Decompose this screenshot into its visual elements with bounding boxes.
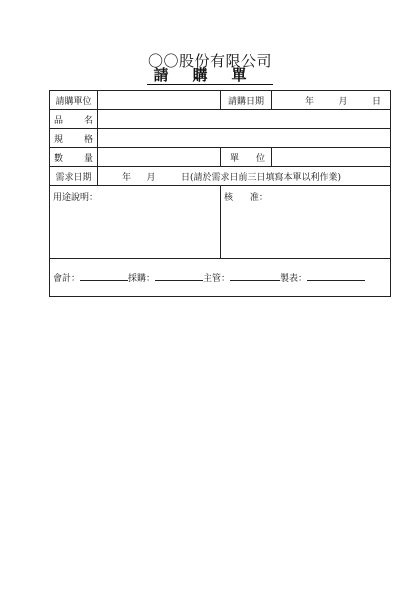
spec-field[interactable] (98, 129, 391, 148)
purpose-label: 用途說明： (53, 193, 99, 203)
signature-line (50, 259, 391, 297)
need-year: 年 (121, 172, 131, 183)
date-year: 年 (305, 96, 315, 107)
quantity-label: 數 量 (50, 148, 98, 167)
need-date-field[interactable] (98, 167, 391, 186)
accounting-label: 會計： (53, 274, 81, 284)
request-date-label: 請購日期 (221, 91, 272, 110)
row-quantity (50, 148, 391, 167)
supervisor-signature-blank[interactable] (230, 272, 280, 281)
purchasing-signature-blank[interactable] (155, 272, 203, 281)
approve-field[interactable] (221, 186, 391, 259)
purchase-request-form (49, 90, 391, 297)
form-title: 請購單 (147, 66, 272, 85)
request-unit-field[interactable] (98, 91, 221, 110)
purpose-field[interactable] (50, 186, 221, 259)
purchasing-label: 採購： (128, 274, 156, 284)
unit-label: 單 位 (221, 148, 272, 167)
need-month: 月 (146, 172, 156, 183)
need-date-note: 日(請於需求日前三日填寫本單以利作業) (181, 172, 342, 183)
company-name: 〇〇股份有限公司 (147, 52, 272, 70)
request-unit-label: 請購單位 (50, 91, 98, 110)
preparer-label: 製表： (280, 274, 308, 284)
spec-label: 規 格 (50, 129, 98, 148)
row-request-unit (50, 91, 391, 110)
row-spec (50, 129, 391, 148)
row-purpose (50, 186, 391, 259)
item-name-label: 品 名 (50, 110, 98, 129)
approve-label: 核 准： (224, 193, 268, 203)
row-item-name (50, 110, 391, 129)
quantity-field[interactable] (98, 148, 221, 167)
row-signatures (50, 259, 391, 297)
date-day: 日 (371, 96, 381, 107)
unit-field[interactable] (272, 148, 391, 167)
row-need-date (50, 167, 391, 186)
request-date-field[interactable] (272, 91, 391, 110)
preparer-signature-blank[interactable] (307, 272, 365, 281)
date-month: 月 (338, 96, 348, 107)
supervisor-label: 主管： (203, 274, 231, 284)
accounting-signature-blank[interactable] (80, 272, 128, 281)
need-date-label: 需求日期 (50, 167, 98, 186)
item-name-field[interactable] (98, 110, 391, 129)
